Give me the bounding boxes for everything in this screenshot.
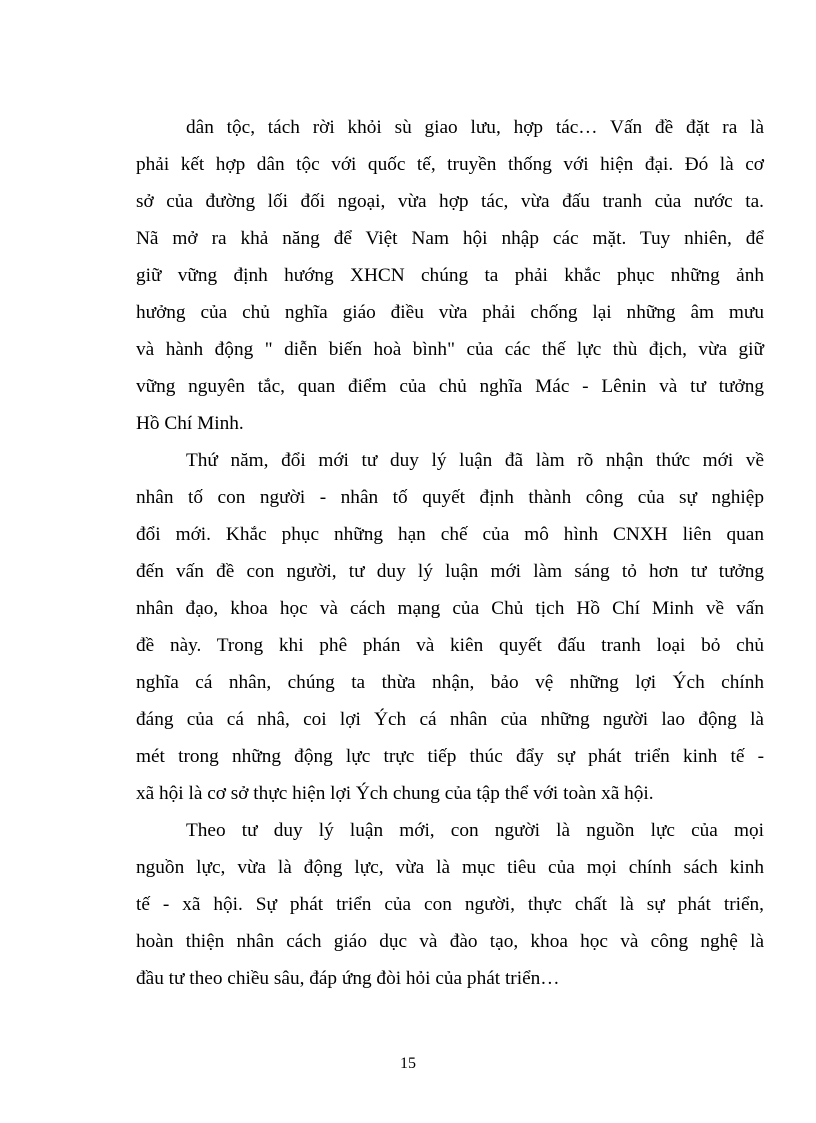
text-line: nghĩa cá nhân, chúng ta thừa nhận, bảo vệ những lợi Ých chính — [136, 672, 764, 693]
text-line: phải kết hợp dân tộc với quốc tế, truyền thống với hiện đại. Đó là cơ — [136, 154, 764, 175]
page-number: 15 — [400, 1055, 416, 1072]
text-line: hoàn thiện nhân cách giáo dục và đào tạo, khoa học và công nghệ là — [136, 931, 764, 952]
text-line: xã hội là cơ sở thực hiện lợi Ých chung của tập thể với toàn xã hội. — [136, 783, 654, 804]
text-line: Thứ năm, đổi mới tư duy lý luận đã làm rõ nhận thức mới về — [186, 450, 764, 471]
text-line: Hồ Chí Minh. — [136, 413, 244, 434]
text-line: đáng của cá nhâ, coi lợi Ých cá nhân của những người lao động là — [136, 709, 764, 730]
text-line: nhân tố con người - nhân tố quyết định thành công của sự nghiệp — [136, 487, 764, 508]
text-line: mét trong những động lực trực tiếp thúc đẩy sự phát triển kinh tế - — [136, 746, 764, 767]
text-line: và hành động " diễn biến hoà bình" của các thế lực thù địch, vừa giữ — [136, 339, 764, 360]
text-line: Nã mở ra khả năng để Việt Nam hội nhập các mặt. Tuy nhiên, để — [136, 228, 764, 249]
text-line: sở của đường lối đối ngoại, vừa hợp tác, vừa đấu tranh của nước ta. — [136, 191, 764, 212]
text-line: giữ vững định hướng XHCN chúng ta phải khắc phục những ảnh — [136, 265, 764, 286]
text-line: nhân đạo, khoa học và cách mạng của Chủ tịch Hồ Chí Minh về vấn — [136, 598, 764, 619]
text-line: đổi mới. Khắc phục những hạn chế của mô hình CNXH liên quan — [136, 524, 764, 545]
text-line: đầu tư theo chiều sâu, đáp ứng đòi hỏi của phát triển… — [136, 968, 560, 989]
text-line: hưởng của chủ nghĩa giáo điều vừa phải chống lại những âm mưu — [136, 302, 764, 323]
text-line: đến vấn đề con người, tư duy lý luận mới làm sáng tỏ hơn tư tưởng — [136, 561, 764, 582]
text-line: dân tộc, tách rời khỏi sù giao lưu, hợp tác… Vấn đề đặt ra là — [186, 117, 764, 138]
text-line: vững nguyên tắc, quan điểm của chủ nghĩa Mác - Lênin và tư tưởng — [136, 376, 764, 397]
text-line: tế - xã hội. Sự phát triển của con người, thực chất là sự phát triển, — [136, 894, 764, 915]
text-line: Theo tư duy lý luận mới, con người là nguồn lực của mọi — [186, 820, 764, 841]
text-line: nguồn lực, vừa là động lực, vừa là mục tiêu của mọi chính sách kinh — [136, 857, 764, 878]
text-line: đề này. Trong khi phê phán và kiên quyết đấu tranh loại bỏ chủ — [136, 635, 764, 656]
